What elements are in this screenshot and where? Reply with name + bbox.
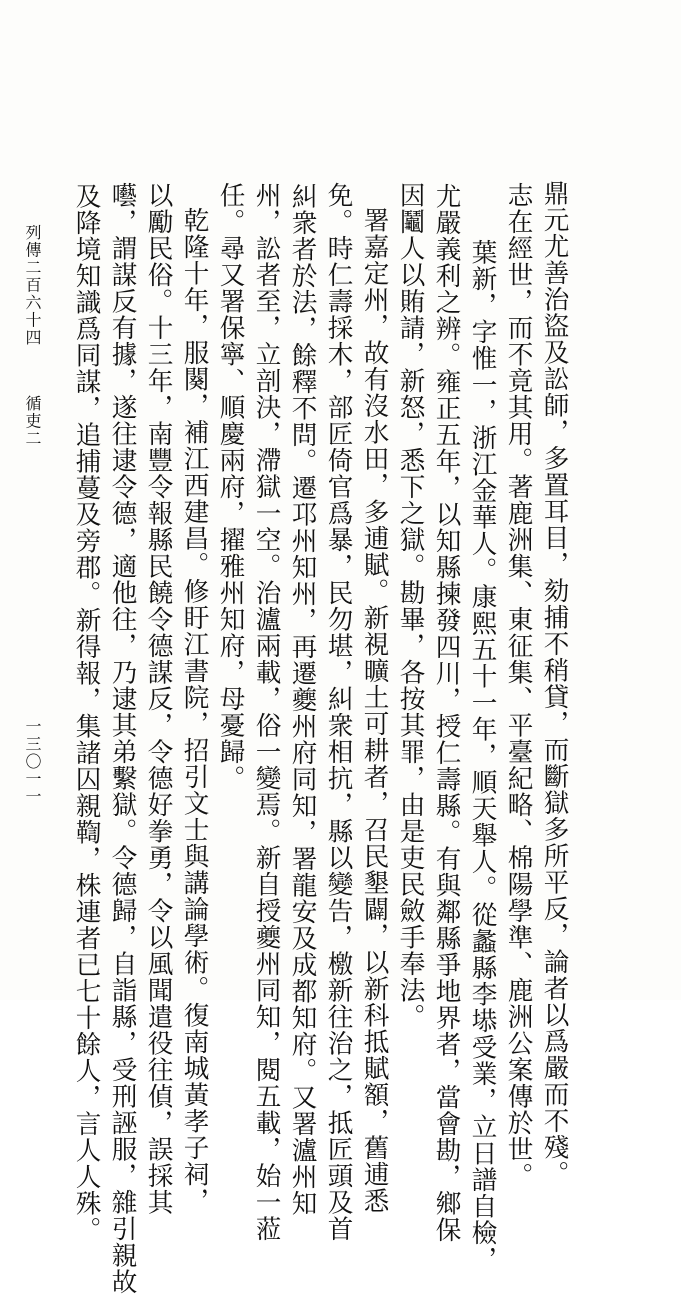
text-column-14: 及降境知識爲同謀，追捕蔓及旁郡。新得報，集諸囚親鞫，株連者已七十餘人，言人人殊。: [71, 183, 102, 1243]
text-column-13: 囈，謂謀反有據，遂往逮令德，適他往，乃逮其弟繫獄。令德歸，自詣縣，受刑誣服，雜引親故: [107, 182, 138, 1295]
text-column-5: 因鬮人以賄請，新怒，悉下之獄。勘畢，各按其罪，由是吏民斂手奉法。: [395, 182, 426, 1030]
text-column-6: 署嘉定州，故有沒水田，多逋賦。新視曠土可耕者，召民墾闢，以新科抵賦額，舊逋悉: [359, 207, 390, 1214]
text-column-8: 糾衆者於法，餘釋不問。遷邛州知州，再遷夔州府同知，署龍安及成都知府。又署瀘州知: [287, 183, 318, 1217]
text-column-12: 以勵民俗。十三年，南豐令報縣民饒令德謀反，令德好拳勇，令以風聞遣役往偵，誤採其: [143, 182, 174, 1216]
text-column-7: 免。時仁壽採木，部匠倚官爲暴，民勿堪，糾衆相抗，縣以變告，檄新往治之，抵匠頭及首: [323, 182, 354, 1242]
text-column-1: 鼎元尤善治盜及訟師，多置耳目，劾捕不稍貸，而斷獄多所平反，論者以爲嚴而不殘。: [539, 180, 570, 1187]
running-head-chapter: 循吏二: [23, 395, 42, 448]
text-column-11: 乾隆十年，服闋，補江西建昌。修盱江書院，招引文士與講論學術。復南城黃孝子祠，: [179, 207, 210, 1214]
text-column-9: 州，訟者至，立剖決，滯獄一空。治瀘兩載，俗一變焉。新自授夔州同知，閱五載，始一蒞: [251, 182, 282, 1242]
text-column-2: 志在經世，而不竟其用。著鹿洲集、東征集、平臺紀略、棉陽學準、鹿洲公案傳於世。: [503, 182, 534, 1189]
text-column-3: 葉新，字惟一，浙江金華人。康熙五十一年，順天舉人。從蠡縣李塨受業，立日譜自檢，: [467, 239, 498, 1273]
running-head-title: 列傳二百六十四: [23, 224, 42, 347]
text-column-10: 任。尋又署保寧、順慶兩府，擢雅州知府，母憂歸。: [215, 182, 246, 792]
page-number: 一三〇一一: [23, 718, 42, 806]
text-column-4: 尤嚴義利之辨。雍正五年，以知縣揀發四川，授仁壽縣。有與鄰縣爭地界者，當會勘，鄉保: [431, 183, 462, 1243]
